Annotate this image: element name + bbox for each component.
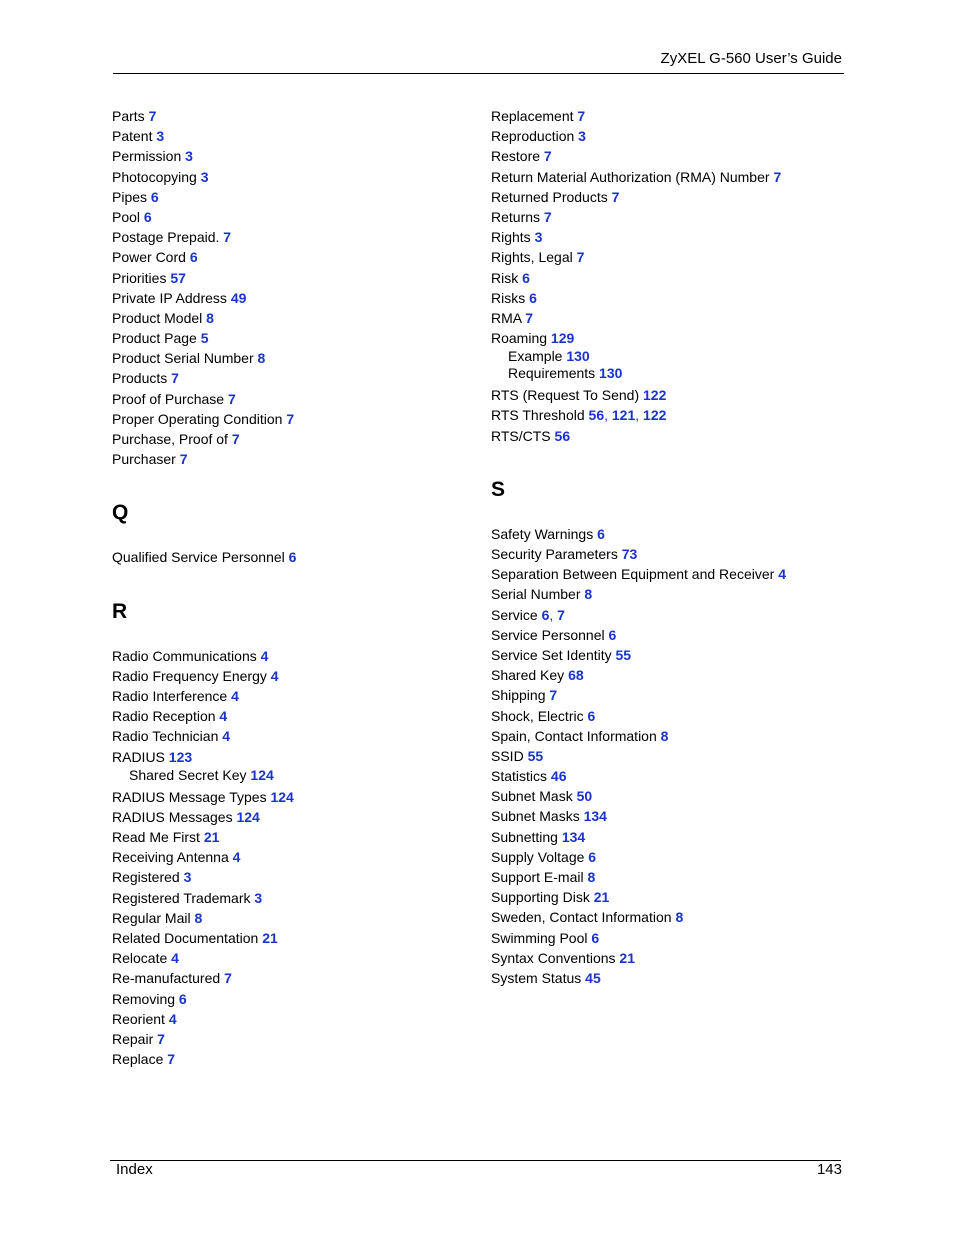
index-entry (112, 646, 472, 666)
index-entry (491, 907, 851, 927)
page-link[interactable]: 8 (584, 586, 593, 603)
page-link[interactable]: 68 (568, 667, 584, 684)
index-entry (112, 227, 472, 247)
index-term: Products (112, 370, 168, 387)
page-link[interactable]: 50 (576, 788, 593, 805)
page-link[interactable]: 7 (227, 390, 236, 407)
index-entry (112, 888, 472, 908)
page-link[interactable]: 6 (143, 208, 152, 225)
index-term: RADIUS Messages (112, 808, 233, 825)
index-entry (491, 564, 851, 584)
page-link[interactable]: 8 (206, 309, 214, 326)
page-link[interactable]: 7 (224, 970, 232, 987)
index-term: Patent (112, 128, 153, 145)
index-entry (112, 827, 472, 847)
index-entry (112, 908, 472, 928)
page-separator: , (635, 407, 644, 424)
index-term: Roaming (491, 330, 548, 347)
page-link[interactable]: 7 (179, 451, 188, 468)
index-term: Relocate (112, 950, 168, 967)
index-term: Product Model (112, 309, 203, 326)
index-term: RTS (Request To Send) (491, 387, 640, 404)
index-subentry (112, 767, 472, 784)
index-term: Proof of Purchase (112, 390, 225, 407)
index-entry (491, 665, 851, 685)
page-link[interactable]: 6 (608, 626, 617, 643)
page-link[interactable]: 6 (150, 188, 159, 205)
index-entry (491, 544, 851, 564)
page-link[interactable]: 56 (588, 407, 605, 424)
index-entry (112, 787, 472, 807)
page-link[interactable]: 4 (260, 647, 269, 664)
index-entry (491, 126, 851, 146)
page-link[interactable]: 6 (522, 269, 530, 286)
index-entry (112, 247, 472, 267)
index-term: RADIUS Message Types (112, 788, 267, 805)
page-link[interactable]: 3 (534, 229, 543, 246)
page-link[interactable]: 6 (189, 249, 198, 266)
index-entry (491, 207, 851, 227)
index-entry (491, 645, 851, 665)
index-entry (491, 948, 851, 968)
page-link[interactable]: 134 (583, 808, 607, 825)
index-entry (112, 348, 472, 368)
index-term: Reorient (112, 1010, 165, 1027)
page-link[interactable]: 7 (543, 148, 552, 165)
index-term: SSID (491, 747, 524, 764)
index-entry (491, 625, 851, 645)
index-term: Separation Between Equipment and Receiver (491, 566, 775, 583)
index-entry (491, 584, 851, 604)
index-term: Permission (112, 148, 182, 165)
index-entry (112, 328, 472, 348)
index-entry (112, 449, 472, 469)
page-link[interactable]: 7 (549, 687, 558, 704)
index-term: Spain, Contact Information (491, 727, 657, 744)
page-link[interactable]: 57 (170, 269, 186, 286)
index-term: Purchase, Proof of (112, 431, 228, 447)
index-term: Sweden, Contact Information (491, 909, 672, 926)
index-term: Service Set Identity (491, 646, 612, 663)
page-link[interactable]: 6 (178, 990, 187, 1007)
page-link[interactable]: 56 (554, 427, 571, 444)
index-entry (112, 686, 472, 706)
page-link[interactable]: 4 (231, 687, 239, 704)
footer-page-number: 143 (816, 1161, 842, 1178)
index-entry (491, 106, 851, 126)
index-term: Serial Number (491, 586, 581, 603)
index-term: Radio Reception (112, 708, 216, 725)
index-entry (491, 887, 851, 907)
index-term: Parts (112, 108, 145, 124)
index-entry (491, 806, 851, 826)
index-term: Support E-mail (491, 869, 584, 885)
index-term: Private IP Address (112, 289, 227, 306)
page-link[interactable]: 6 (597, 525, 605, 542)
section-letter-r: R (112, 599, 128, 623)
page-link[interactable]: 6 (541, 606, 550, 623)
page-link[interactable]: 6 (529, 289, 537, 306)
index-term: RTS Threshold (491, 407, 585, 424)
index-subentry (491, 365, 851, 382)
index-entry (112, 1009, 472, 1029)
index-column-left (112, 106, 472, 1069)
page-link[interactable]: 3 (156, 128, 165, 145)
page-link[interactable]: 7 (148, 108, 157, 124)
index-entry (491, 685, 851, 705)
index-term: Read Me First (112, 829, 200, 846)
page-link[interactable]: 3 (578, 128, 586, 145)
page-link[interactable]: 8 (587, 869, 596, 885)
page-link[interactable]: 3 (200, 168, 209, 185)
index-term: Radio Frequency Energy (112, 667, 267, 684)
page-link[interactable]: 5 (200, 330, 209, 347)
index-term: Proper Operating Condition (112, 410, 283, 427)
page-link[interactable]: 21 (262, 930, 278, 946)
page-link[interactable]: 130 (599, 365, 623, 382)
index-entry (112, 847, 472, 867)
page-link[interactable]: 7 (157, 1030, 165, 1047)
index-term: Syntax Conventions (491, 949, 616, 966)
page-link[interactable]: 49 (230, 289, 247, 306)
section-letter-q: Q (112, 501, 129, 525)
page-link[interactable]: 121 (611, 407, 636, 424)
index-entry (491, 385, 851, 405)
index-entry (491, 268, 851, 288)
index-term: Registered (112, 869, 180, 886)
index-entry (491, 766, 851, 786)
index-term: Product Serial Number (112, 350, 254, 367)
index-term: Supply Voltage (491, 848, 585, 865)
index-entry (112, 268, 472, 288)
index-term: Security Parameters (491, 546, 618, 562)
index-term: Purchaser (112, 451, 176, 468)
index-entry (491, 605, 851, 625)
page-link[interactable]: 4 (219, 708, 228, 725)
index-term: Product Page (112, 330, 197, 347)
index-entry (491, 746, 851, 766)
page-separator: , (604, 407, 612, 424)
index-term: Subnet Masks (491, 808, 580, 825)
index-term: Reproduction (491, 128, 575, 145)
index-entry (112, 867, 472, 887)
index-entry (491, 288, 851, 308)
index-entry (112, 106, 472, 126)
page-link[interactable]: 124 (236, 808, 260, 825)
page-link[interactable]: 124 (250, 766, 274, 783)
index-term: Pipes (112, 188, 148, 205)
index-entry (112, 989, 472, 1009)
index-entry (491, 968, 851, 988)
index-term: Power Cord (112, 249, 186, 266)
page-link[interactable]: 124 (270, 788, 294, 805)
index-term: Shipping (491, 687, 546, 704)
page-link[interactable]: 7 (231, 431, 240, 447)
index-term: Photocopying (112, 168, 197, 185)
index-term: Rights (491, 229, 531, 246)
index-term: Returned Products (491, 188, 608, 205)
page-link[interactable]: 7 (543, 208, 552, 225)
index-entry (491, 405, 851, 425)
index-term: Priorities (112, 269, 167, 286)
index-term: Shared Secret Key (129, 766, 247, 783)
page-link[interactable]: 7 (223, 229, 232, 246)
page-link[interactable]: 73 (621, 546, 638, 562)
index-entry (491, 247, 851, 267)
page-link[interactable]: 3 (254, 889, 263, 906)
index-term: Service (491, 606, 538, 623)
index-term: Shock, Electric (491, 707, 584, 724)
page-link[interactable]: 7 (525, 309, 534, 326)
page-link[interactable]: 4 (778, 566, 786, 583)
index-term: Postage Prepaid. (112, 229, 220, 246)
page-link[interactable]: 4 (232, 849, 241, 866)
index-term: Supporting Disk (491, 889, 590, 906)
index-entry (112, 389, 472, 409)
index-term: Qualified Service Personnel (112, 549, 285, 566)
index-term: Example (508, 348, 563, 365)
page-link[interactable]: 8 (675, 909, 684, 926)
index-term: Safety Warnings (491, 525, 594, 542)
index-term: Pool (112, 208, 141, 225)
index-entry (491, 867, 851, 887)
index-entry (112, 409, 472, 429)
index-subentry (491, 348, 851, 365)
index-entry (112, 547, 472, 567)
page-link[interactable]: 130 (566, 348, 590, 365)
index-term: Restore (491, 148, 541, 165)
index-term: Statistics (491, 768, 548, 785)
index-entry (112, 308, 472, 328)
page-link[interactable]: 6 (587, 707, 596, 724)
index-term: RTS/CTS (491, 427, 551, 444)
page-link[interactable]: 6 (588, 848, 597, 865)
footer-section: Index (116, 1161, 153, 1178)
page-link[interactable]: 55 (615, 646, 632, 663)
page-link[interactable]: 7 (286, 410, 295, 427)
index-term: Radio Technician (112, 728, 219, 745)
index-entry (112, 167, 472, 187)
page-link[interactable]: 46 (550, 768, 567, 785)
index-entry (112, 968, 472, 988)
index-entry (112, 948, 472, 968)
index-entry (491, 726, 851, 746)
page-link[interactable]: 4 (171, 950, 179, 967)
index-term: Related Documentation (112, 930, 259, 946)
page-link[interactable]: 122 (643, 407, 667, 424)
index-entry (112, 807, 472, 827)
index-entry (112, 747, 472, 767)
index-entry (112, 928, 472, 948)
footer-rule (110, 1160, 841, 1161)
page-link[interactable]: 21 (619, 949, 635, 966)
index-term: RMA (491, 309, 522, 326)
page-link[interactable]: 7 (577, 108, 586, 124)
index-entry (491, 308, 851, 328)
page-link[interactable]: 8 (660, 727, 669, 744)
index-term: Subnetting (491, 828, 558, 845)
index-term: RADIUS (112, 748, 165, 765)
index-term: Return Material Authorization (RMA) Number (491, 168, 770, 185)
index-entry (491, 786, 851, 806)
page-link[interactable]: 7 (171, 370, 179, 387)
index-term: Rights, Legal (491, 249, 573, 266)
index-column-right (491, 106, 851, 988)
page-link[interactable]: 21 (203, 829, 220, 846)
index-entry (491, 146, 851, 166)
index-term: Receiving Antenna (112, 849, 229, 866)
page-link[interactable]: 3 (185, 148, 193, 165)
index-term: Subnet Mask (491, 788, 573, 805)
index-term: Shared Key (491, 667, 565, 684)
index-term: Risks (491, 289, 526, 306)
page-link[interactable]: 7 (611, 188, 620, 205)
index-term: Risk (491, 269, 519, 286)
index-entry (112, 146, 472, 166)
index-entry (112, 1049, 472, 1069)
index-term: Registered Trademark (112, 889, 251, 906)
index-term: Service Personnel (491, 626, 605, 643)
index-term: Removing (112, 990, 176, 1007)
index-entry (112, 706, 472, 726)
index-entry (112, 207, 472, 227)
index-entry (491, 524, 851, 544)
page-link[interactable]: 129 (550, 330, 575, 347)
page-link[interactable]: 21 (593, 889, 610, 906)
index-term: Re-manufactured (112, 970, 221, 987)
page-link[interactable]: 4 (168, 1010, 177, 1027)
index-entry (112, 288, 472, 308)
index-entry (112, 187, 472, 207)
index-term: Repair (112, 1030, 154, 1047)
index-entry (491, 847, 851, 867)
index-term: System Status (491, 969, 582, 986)
page-link[interactable]: 55 (527, 747, 544, 764)
index-entry (112, 126, 472, 146)
page-link[interactable]: 7 (557, 606, 565, 623)
page-link[interactable]: 8 (257, 350, 266, 367)
header-title: ZyXEL G-560 User’s Guide (660, 50, 842, 67)
page-link[interactable]: 45 (585, 969, 601, 986)
page-link[interactable]: 7 (167, 1051, 176, 1068)
page-link[interactable]: 4 (222, 728, 231, 745)
index-term: Requirements (508, 365, 596, 382)
index-term: Radio Communications (112, 647, 257, 664)
index-entry (491, 167, 851, 187)
page-link[interactable]: 7 (576, 249, 585, 266)
page-link[interactable]: 122 (643, 387, 667, 404)
index-term: Swimming Pool (491, 929, 588, 946)
index-entry (491, 227, 851, 247)
index-term: Replacement (491, 108, 574, 124)
index-entry (112, 429, 472, 449)
index-entry (491, 426, 851, 446)
index-entry (112, 368, 472, 388)
page-link[interactable]: 4 (270, 667, 279, 684)
index-term: Radio Interference (112, 687, 228, 704)
section-letter-s: S (491, 477, 506, 501)
index-term: Regular Mail (112, 909, 191, 926)
page-link[interactable]: 3 (183, 869, 192, 886)
index-entry (112, 666, 472, 686)
page-link[interactable]: 6 (591, 929, 600, 946)
index-entry (491, 187, 851, 207)
index-entry (491, 328, 851, 348)
index-entry (491, 706, 851, 726)
page-link[interactable]: 134 (561, 828, 586, 845)
index-term: Returns (491, 208, 541, 225)
page-link[interactable]: 123 (168, 748, 193, 765)
page-link[interactable]: 6 (288, 549, 297, 566)
index-entry (491, 928, 851, 948)
page-link[interactable]: 7 (773, 168, 782, 185)
index-entry (112, 1029, 472, 1049)
page-separator: , (549, 606, 558, 623)
header-rule (113, 73, 844, 74)
page-link[interactable]: 8 (194, 909, 203, 926)
index-term: Replace (112, 1051, 164, 1068)
index-entry (112, 726, 472, 746)
index-entry (491, 827, 851, 847)
